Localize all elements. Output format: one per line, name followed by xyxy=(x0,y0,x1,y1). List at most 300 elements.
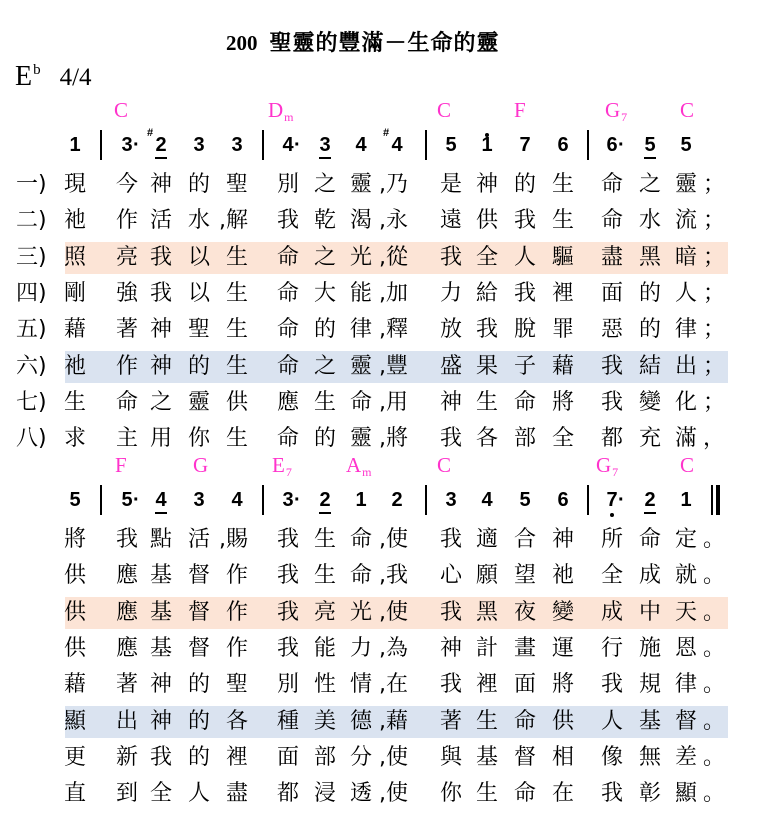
lyric-char: 命 xyxy=(600,172,623,197)
lyric-char: 暗 xyxy=(674,244,697,270)
lyric-punctuation: 。 xyxy=(703,672,726,698)
lyric-char: ,我 xyxy=(379,563,408,589)
lyric-char: 生 xyxy=(225,426,248,452)
lyric-char: 適 xyxy=(475,527,498,552)
barline xyxy=(262,485,264,515)
verse-line xyxy=(0,349,762,385)
lyric-char: 出 xyxy=(115,708,138,734)
lyric-char: 黑 xyxy=(475,599,498,625)
lyric-char: 命 xyxy=(513,708,536,734)
lyric-char: 靈 xyxy=(674,172,697,197)
lyric-char: 基 xyxy=(149,599,172,625)
augmentation-dot: · xyxy=(294,489,301,511)
lyric-char: 我 xyxy=(439,672,462,698)
lyric-punctuation: 。 xyxy=(703,599,726,625)
chord-root: G xyxy=(605,98,621,122)
lyric-char: 神 xyxy=(149,172,172,197)
lyric-char: 新 xyxy=(115,744,138,770)
lyric-char: 之 xyxy=(313,353,336,379)
lyric-char: 滿 xyxy=(674,426,697,452)
lyric-char: 作 xyxy=(115,208,138,234)
lyric-char: 我 xyxy=(439,527,462,552)
chord-symbol xyxy=(272,453,292,479)
verse-label: 一) xyxy=(16,172,47,197)
lyric-char: 生 xyxy=(313,389,336,415)
lyric-char: 計 xyxy=(475,635,498,661)
note-digit: 4 xyxy=(391,134,403,156)
lyric-char: 命 xyxy=(276,317,299,343)
note-digit: 2 xyxy=(155,134,167,156)
lyric-char: 裡 xyxy=(551,280,574,306)
lyric-char: 的 xyxy=(187,672,210,698)
lyric-char: 人 xyxy=(513,244,536,270)
note-digit: 1 xyxy=(680,489,692,511)
lyric-char: 惡 xyxy=(600,317,623,343)
lyric-char: 命 xyxy=(638,527,661,552)
lyric-char: 流 xyxy=(674,208,697,234)
lyric-char: 能 xyxy=(313,635,336,661)
chord-symbol xyxy=(514,100,527,120)
lyric-char: 無 xyxy=(638,744,661,770)
lyric-punctuation: ； xyxy=(703,389,726,415)
lyric-char: 恩 xyxy=(674,635,697,661)
lyric-char: 靈 xyxy=(187,389,210,415)
lyric-char: 以 xyxy=(187,280,210,306)
note-digit: 6 xyxy=(557,489,569,511)
lyric-char: 神 xyxy=(439,389,462,415)
lyric-char: ,乃 xyxy=(379,172,408,197)
lyric-char: 我 xyxy=(276,599,299,625)
augmentation-dot: · xyxy=(133,134,140,156)
lyric-char: 之 xyxy=(638,172,661,197)
lyric-char: 德 xyxy=(349,708,372,734)
lyric-char: 顯 xyxy=(674,781,697,807)
lyric-char: 聖 xyxy=(187,317,210,343)
lyric-char: 祂 xyxy=(63,208,86,234)
lyric-char: 生 xyxy=(551,172,574,197)
verse-line xyxy=(0,240,762,276)
lyric-char: 全 xyxy=(551,426,574,452)
note-digit: 4 xyxy=(481,489,493,511)
lyric-char: 生 xyxy=(475,781,498,807)
chord-symbol xyxy=(437,100,452,120)
note-digit: 2 xyxy=(644,489,656,511)
lyric-char: 著 xyxy=(115,317,138,343)
lyric-char: ,使 xyxy=(379,527,408,552)
verse-label: 二) xyxy=(16,208,47,234)
chord-quality: 7 xyxy=(612,465,619,479)
lyric-char: 主 xyxy=(115,426,138,452)
lyric-char: 力 xyxy=(439,280,462,306)
lyric-char: ,使 xyxy=(379,781,408,807)
key-accidental: b xyxy=(33,62,41,78)
lyric-char: 點 xyxy=(149,527,172,552)
lyric-char: 靈 xyxy=(349,353,372,379)
note-digit: 3 xyxy=(121,134,133,156)
lyric-char: 美 xyxy=(313,708,336,734)
verse-label: 五) xyxy=(16,317,47,343)
lyric-char: 基 xyxy=(149,635,172,661)
lyric-char: 出 xyxy=(674,353,697,379)
lyric-char: 遠 xyxy=(439,208,462,234)
chord-symbol xyxy=(596,453,619,479)
lyric-char: 我 xyxy=(149,280,172,306)
note-digit: 5 xyxy=(445,134,457,156)
lyric-char: 亮 xyxy=(115,244,138,270)
lyric-char: 我 xyxy=(513,280,536,306)
lyric-char: 將 xyxy=(551,672,574,698)
lyric-char: 成 xyxy=(600,599,623,625)
verse-line xyxy=(0,631,762,667)
lyric-char: 部 xyxy=(313,744,336,770)
lyric-char: 藉 xyxy=(63,672,86,698)
lyric-punctuation: ； xyxy=(703,353,726,379)
lyric-char: 更 xyxy=(63,744,86,770)
lyric-punctuation: 。 xyxy=(703,708,726,734)
lyric-char: 光 xyxy=(349,599,372,625)
lyric-char: 督 xyxy=(513,744,536,770)
lyric-char: 應 xyxy=(115,563,138,589)
lyric-punctuation: 。 xyxy=(703,527,726,552)
verse-line xyxy=(0,740,762,776)
time-signature: 4/4 xyxy=(59,64,92,91)
note-digit: 2 xyxy=(391,489,403,511)
lyric-char: 給 xyxy=(475,280,498,306)
lyric-punctuation: ； xyxy=(703,280,726,306)
lyric-char: 畫 xyxy=(513,635,536,661)
lyric-char: 夜 xyxy=(513,599,536,625)
lyric-char: ,使 xyxy=(379,744,408,770)
lyric-char: ,使 xyxy=(379,599,408,625)
barline xyxy=(587,130,589,160)
note-digit: 4 xyxy=(231,489,243,511)
lyric-char: 面 xyxy=(600,280,623,306)
verse-line xyxy=(0,776,762,812)
lyric-char: 規 xyxy=(638,672,661,698)
verse-line xyxy=(0,667,762,703)
lyric-char: 生 xyxy=(225,244,248,270)
lyric-char: 將 xyxy=(63,527,86,552)
sharp-sign: # xyxy=(383,127,390,139)
lyric-char: 將 xyxy=(551,389,574,415)
lyric-char: 我 xyxy=(439,599,462,625)
lyric-char: 各 xyxy=(475,426,498,452)
lyric-char: 神 xyxy=(439,635,462,661)
chord-quality: 7 xyxy=(285,465,292,479)
lyric-char: 督 xyxy=(674,708,697,734)
lyric-char: 面 xyxy=(513,672,536,698)
lyric-char: 督 xyxy=(187,635,210,661)
verse-line xyxy=(0,276,762,312)
page-title xyxy=(226,30,500,56)
augmentation-dot: · xyxy=(294,134,301,156)
chord-quality: m xyxy=(362,465,372,479)
chord-symbol xyxy=(680,455,695,475)
lyric-char: 生 xyxy=(225,353,248,379)
note-digit: 3 xyxy=(193,134,205,156)
lyric-char: 天 xyxy=(674,599,697,625)
lyric-char: 種 xyxy=(276,708,299,734)
verse-line xyxy=(0,421,762,457)
lyric-char: 強 xyxy=(115,280,138,306)
lyric-char: 我 xyxy=(276,635,299,661)
lyric-char: 子 xyxy=(513,353,536,379)
chord-root: G xyxy=(193,453,209,477)
lyric-char: 浸 xyxy=(313,781,336,807)
lyric-char: 變 xyxy=(638,389,661,415)
note-digit: 5 xyxy=(519,489,531,511)
note-digit: 5 xyxy=(121,489,133,511)
lyric-char: ,為 xyxy=(379,635,408,661)
lyric-punctuation: ； xyxy=(703,172,726,197)
lyric-char: 我 xyxy=(276,208,299,234)
note-digit: 5 xyxy=(644,134,656,156)
chord-root: E xyxy=(272,453,285,477)
lyric-char: 應 xyxy=(276,389,299,415)
lyric-char: 督 xyxy=(187,563,210,589)
lyric-char: 著 xyxy=(439,708,462,734)
note-digit: 5 xyxy=(69,489,81,511)
lyric-char: 律 xyxy=(674,317,697,343)
verse-label: 七) xyxy=(16,389,47,415)
note-digit: 4 xyxy=(155,489,167,511)
chord-root: C xyxy=(437,453,452,477)
lyric-char: 乾 xyxy=(313,208,336,234)
lyric-char: 神 xyxy=(551,527,574,552)
lyric-punctuation: 。 xyxy=(703,563,726,589)
lyric-char: 到 xyxy=(115,781,138,807)
lyric-char: 全 xyxy=(149,781,172,807)
lyric-char: 變 xyxy=(551,599,574,625)
lyric-char: 盛 xyxy=(439,353,462,379)
note-digit: 6 xyxy=(606,134,618,156)
lyric-char: 之 xyxy=(313,244,336,270)
lyric-punctuation: ； xyxy=(703,208,726,234)
lyric-char: 透 xyxy=(349,781,372,807)
note-digit: 4 xyxy=(282,134,294,156)
verse-line xyxy=(0,203,762,239)
lyric-char: 我 xyxy=(439,244,462,270)
note-digit: 5 xyxy=(680,134,692,156)
lyric-char: ,用 xyxy=(379,389,408,415)
lyric-punctuation: ； xyxy=(703,244,726,270)
lyric-char: 命 xyxy=(349,389,372,415)
augmentation-dot: · xyxy=(618,134,625,156)
lyric-char: ,豐 xyxy=(379,353,408,379)
lyric-char: 我 xyxy=(115,527,138,552)
lyric-char: 盡 xyxy=(225,781,248,807)
lyric-char: 我 xyxy=(149,244,172,270)
lyric-char: 驅 xyxy=(551,244,574,270)
lyric-char: 你 xyxy=(187,426,210,452)
lyric-char: 生 xyxy=(551,208,574,234)
lyric-char: 我 xyxy=(475,317,498,343)
lyric-char: 生 xyxy=(225,317,248,343)
lyric-char: 脫 xyxy=(513,317,536,343)
lyric-char: 的 xyxy=(513,172,536,197)
lyric-char: 命 xyxy=(513,389,536,415)
lyric-char: 運 xyxy=(551,635,574,661)
lyric-char: 我 xyxy=(149,744,172,770)
lyric-char: 我 xyxy=(276,527,299,552)
note-digit: 1 xyxy=(69,134,81,156)
chord-symbol xyxy=(605,98,628,124)
lyric-char: 的 xyxy=(313,317,336,343)
lyric-char: 的 xyxy=(187,172,210,197)
lyric-char: 著 xyxy=(115,672,138,698)
note-digit: 3 xyxy=(319,134,331,156)
key-tonic: E xyxy=(15,61,33,92)
lyric-char: 別 xyxy=(276,172,299,197)
lyric-char: 我 xyxy=(600,781,623,807)
lyric-char: 各 xyxy=(225,708,248,734)
chord-symbol xyxy=(680,100,695,120)
lyric-char: 祂 xyxy=(551,563,574,589)
lyric-char: 黑 xyxy=(638,244,661,270)
lyric-char: 供 xyxy=(63,635,86,661)
note-digit: 1 xyxy=(355,489,367,511)
lyric-char: 相 xyxy=(551,744,574,770)
lyric-punctuation: ； xyxy=(703,317,726,343)
chord-root: A xyxy=(346,453,362,477)
chord-symbol xyxy=(268,98,294,124)
augmentation-dot: · xyxy=(618,489,625,511)
lyric-char: 命 xyxy=(349,527,372,552)
lyric-char: 部 xyxy=(513,426,536,452)
lyric-char: 亮 xyxy=(313,599,336,625)
lyric-char: 大 xyxy=(313,280,336,306)
lyric-char: 我 xyxy=(276,563,299,589)
note-digit: 2 xyxy=(319,489,331,511)
chord-symbol xyxy=(193,455,209,475)
lyric-char: 供 xyxy=(225,389,248,415)
lyric-char: 基 xyxy=(149,563,172,589)
lyric-char: 生 xyxy=(475,708,498,734)
chord-quality: 7 xyxy=(621,110,628,124)
chord-symbol xyxy=(114,100,129,120)
final-barline-thick xyxy=(716,485,720,515)
lyric-char: ,在 xyxy=(379,672,408,698)
music-system-2 xyxy=(0,453,762,807)
lyric-char: 合 xyxy=(513,527,536,552)
barline xyxy=(100,130,102,160)
lyric-punctuation: 。 xyxy=(703,744,726,770)
lyric-char: 基 xyxy=(638,708,661,734)
verse-line xyxy=(0,167,762,203)
lyric-char: 應 xyxy=(115,599,138,625)
verse-line xyxy=(0,385,762,421)
lyric-char: 的 xyxy=(313,426,336,452)
lyric-char: 罪 xyxy=(551,317,574,343)
lyric-char: 命 xyxy=(276,280,299,306)
chord-root: D xyxy=(268,98,284,122)
lyric-char: 應 xyxy=(115,635,138,661)
lyric-char: 的 xyxy=(187,708,210,734)
lyric-char: ,釋 xyxy=(379,317,408,343)
lyric-char: ,藉 xyxy=(379,708,408,734)
lyric-char: 命 xyxy=(276,353,299,379)
barline xyxy=(425,130,427,160)
lyric-char: 施 xyxy=(638,635,661,661)
lyric-char: 人 xyxy=(674,280,697,306)
lyric-char: 是 xyxy=(439,172,462,197)
lyric-char: 成 xyxy=(638,563,661,589)
verse-label: 六) xyxy=(16,353,47,379)
lyric-char: 的 xyxy=(638,280,661,306)
verse-line xyxy=(0,312,762,348)
lyric-char: 現 xyxy=(63,172,86,197)
lyric-char: 作 xyxy=(225,563,248,589)
lyric-char: 全 xyxy=(475,244,498,270)
lyric-char: 作 xyxy=(115,353,138,379)
lyric-char: 全 xyxy=(600,563,623,589)
lyric-char: 生 xyxy=(225,280,248,306)
note-digit: 3 xyxy=(231,134,243,156)
lyric-char: 命 xyxy=(115,389,138,415)
lyric-char: 的 xyxy=(187,744,210,770)
lyric-char: 作 xyxy=(225,599,248,625)
chord-root: G xyxy=(596,453,612,477)
lyric-char: 我 xyxy=(600,389,623,415)
lyric-char: 督 xyxy=(187,599,210,625)
lyric-char: 水 xyxy=(638,208,661,234)
lyric-char: 基 xyxy=(475,744,498,770)
lyric-char: 活 xyxy=(187,527,210,552)
lyric-char: 中 xyxy=(638,599,661,625)
verse-label: 四) xyxy=(16,280,47,306)
lyric-char: 的 xyxy=(187,353,210,379)
lyric-char: 藉 xyxy=(63,317,86,343)
lyric-char: 所 xyxy=(600,527,623,552)
lyric-char: 差 xyxy=(674,744,697,770)
lyric-char: 能 xyxy=(349,280,372,306)
lyric-char: ,賜 xyxy=(219,527,248,552)
barline xyxy=(100,485,102,515)
verse-line xyxy=(0,704,762,740)
lyric-char: 靈 xyxy=(349,172,372,197)
lyric-char: 我 xyxy=(600,672,623,698)
note-digit: 3 xyxy=(193,489,205,511)
lyric-char: 生 xyxy=(313,527,336,552)
note-digit: 7 xyxy=(519,134,531,156)
lyric-char: 照 xyxy=(63,244,86,270)
lyric-char: 像 xyxy=(600,744,623,770)
note-digit: 1 xyxy=(481,134,493,156)
lyric-char: 都 xyxy=(276,781,299,807)
lyric-char: 命 xyxy=(513,781,536,807)
verse-line xyxy=(0,595,762,631)
lyric-char: 祂 xyxy=(63,353,86,379)
lyric-char: 神 xyxy=(149,317,172,343)
lyric-char: 裡 xyxy=(475,672,498,698)
lyric-char: ,解 xyxy=(219,208,248,234)
lyric-char: ,從 xyxy=(379,244,408,270)
chord-root: C xyxy=(114,98,129,122)
lyric-char: 你 xyxy=(439,781,462,807)
lyric-char: 生 xyxy=(475,389,498,415)
lyric-char: 神 xyxy=(149,708,172,734)
lyric-char: 聖 xyxy=(225,672,248,698)
lyric-char: 我 xyxy=(439,426,462,452)
lyric-char: 盡 xyxy=(600,244,623,270)
lyric-char: 求 xyxy=(63,426,86,452)
lyric-char: 我 xyxy=(513,208,536,234)
lyric-char: 放 xyxy=(439,317,462,343)
note-digit: 7 xyxy=(606,489,618,511)
lyric-char: 生 xyxy=(63,389,86,415)
lyric-char: 生 xyxy=(313,563,336,589)
chord-root: F xyxy=(115,453,127,477)
